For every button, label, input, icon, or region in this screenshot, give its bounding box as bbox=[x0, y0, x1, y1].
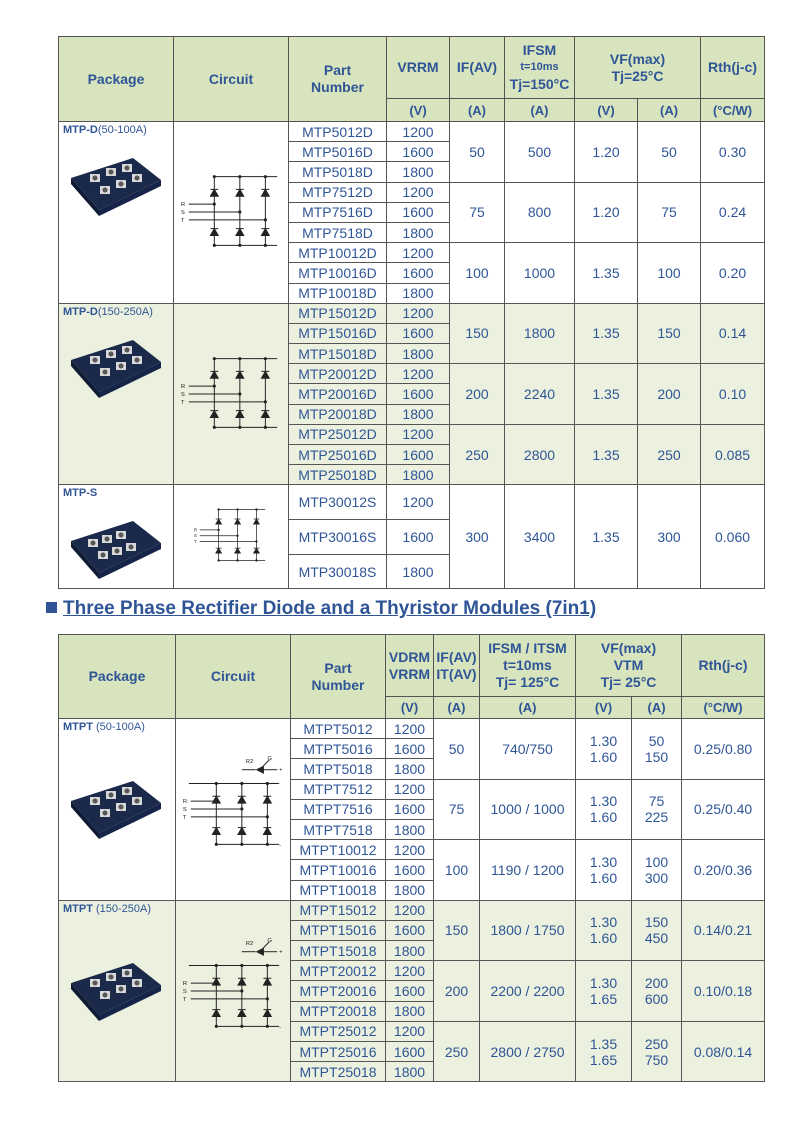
vf-value: 1.30 bbox=[589, 732, 618, 749]
vf-cell bbox=[576, 779, 632, 840]
part-number-cell: MTP20012D bbox=[289, 364, 387, 384]
ifav-cell: 50 bbox=[450, 122, 505, 183]
module-photo bbox=[63, 513, 169, 586]
header-package: Package bbox=[59, 37, 174, 122]
svg-text:T: T bbox=[193, 539, 197, 545]
unit-cell: (V) bbox=[575, 99, 638, 122]
header-vf-line1: VF(max) bbox=[609, 50, 666, 67]
unit-cell: (V) bbox=[386, 697, 434, 719]
three-phase-bridge-circuit-icon bbox=[177, 337, 285, 449]
circuit-cell bbox=[176, 900, 291, 1082]
ifsm-cell: 1800 bbox=[505, 303, 575, 364]
vdrm-cell: 1600 bbox=[386, 1042, 434, 1062]
vrrm-cell: 1600 bbox=[387, 202, 450, 222]
table-row bbox=[59, 900, 765, 920]
vf-current-cell bbox=[632, 719, 682, 780]
package-label bbox=[63, 903, 171, 915]
section-title bbox=[46, 598, 596, 620]
unit-cell: (A) bbox=[505, 99, 575, 122]
svg-text:T: T bbox=[182, 814, 187, 821]
vf-cell: 1.35 bbox=[575, 243, 638, 304]
header-ifsm bbox=[505, 37, 575, 99]
ifav-cell: 50 bbox=[434, 719, 480, 780]
vf-value: 1.30 bbox=[589, 975, 618, 992]
ifav-cell: 250 bbox=[450, 424, 505, 485]
module-photo-icon bbox=[63, 150, 167, 220]
ifsm-cell: 2800 bbox=[505, 424, 575, 485]
header-ifsm-line1: IFSM / ITSM bbox=[488, 640, 567, 656]
module-photo bbox=[63, 773, 171, 846]
ifav-cell: 100 bbox=[434, 840, 480, 901]
svg-text:S: S bbox=[180, 209, 185, 216]
part-number-cell: MTP15018D bbox=[289, 344, 387, 364]
vtm-value: 1.65 bbox=[589, 991, 618, 1008]
ifav-cell: 75 bbox=[434, 779, 480, 840]
part-number-cell: MTP5018D bbox=[289, 162, 387, 182]
package-cell bbox=[59, 303, 174, 485]
vrrm-cell: 1600 bbox=[387, 142, 450, 162]
rth-cell: 0.25/0.80 bbox=[682, 719, 765, 780]
vrrm-cell: 1600 bbox=[387, 384, 450, 404]
module-photo bbox=[63, 150, 169, 223]
vf-cell: 1.20 bbox=[575, 182, 638, 243]
module-photo-icon bbox=[63, 332, 167, 402]
package-range: (50-100A) bbox=[95, 721, 145, 733]
part-number-cell: MTPT25016 bbox=[291, 1042, 386, 1062]
header-vf-line3: Tj= 25°C bbox=[600, 674, 657, 690]
package-name: MTPT bbox=[63, 902, 93, 915]
vf-current-cell: 50 bbox=[638, 122, 701, 183]
svg-text:G: G bbox=[267, 755, 272, 762]
vdrm-cell: 1200 bbox=[386, 1021, 434, 1041]
vf-cell: 1.35 bbox=[575, 485, 638, 589]
module-photo-icon bbox=[63, 773, 167, 843]
vrrm-cell: 1200 bbox=[387, 243, 450, 263]
vf-cell bbox=[576, 840, 632, 901]
part-number-cell: MTP25018D bbox=[289, 465, 387, 485]
ifav-cell: 200 bbox=[450, 364, 505, 425]
vdrm-cell: 1600 bbox=[386, 920, 434, 940]
ifsm-cell: 1000 / 1000 bbox=[480, 779, 576, 840]
vf-current-cell bbox=[632, 900, 682, 961]
package-label bbox=[63, 124, 169, 136]
unit-cell: (°C/W) bbox=[701, 99, 765, 122]
vf-cell: 1.35 bbox=[575, 364, 638, 425]
unit-cell: (A) bbox=[450, 99, 505, 122]
header-ifsm-line2: t=10ms bbox=[503, 657, 552, 673]
ifav-cell: 300 bbox=[450, 485, 505, 589]
ifsm-cell: 2800 / 2750 bbox=[480, 1021, 576, 1082]
svg-text:+: + bbox=[279, 767, 283, 774]
svg-text:S: S bbox=[182, 988, 187, 995]
header-vf-line2: VTM bbox=[613, 657, 644, 673]
rth-cell: 0.30 bbox=[701, 122, 765, 183]
part-number-cell: MTP10018D bbox=[289, 283, 387, 303]
rth-cell: 0.25/0.40 bbox=[682, 779, 765, 840]
vrrm-cell: 1600 bbox=[387, 520, 450, 555]
vdrm-cell: 1600 bbox=[386, 981, 434, 1001]
vtm-value: 1.60 bbox=[589, 869, 618, 886]
part-number-cell: MTPT7516 bbox=[291, 799, 386, 819]
module-photo bbox=[63, 332, 169, 405]
vf-current-cell: 100 bbox=[638, 243, 701, 304]
module-photo-icon bbox=[63, 955, 167, 1025]
header-vdrm-vrrm bbox=[386, 635, 434, 697]
part-number-cell: MTP25012D bbox=[289, 424, 387, 444]
table-row bbox=[59, 719, 765, 739]
package-cell bbox=[59, 122, 174, 304]
vtm-value: 1.60 bbox=[589, 809, 618, 826]
unit-cell: (A) bbox=[480, 697, 576, 719]
vf-value: 1.35 bbox=[589, 1035, 618, 1052]
vf-current-value: 100 bbox=[644, 853, 669, 870]
header-rth: Rth(j-c) bbox=[701, 37, 765, 99]
ifsm-cell: 740/750 bbox=[480, 719, 576, 780]
vf-cell: 1.35 bbox=[575, 303, 638, 364]
header-ifsm-line3: Tj=150°C bbox=[509, 76, 570, 92]
rth-cell: 0.24 bbox=[701, 182, 765, 243]
package-name: MTPT bbox=[63, 721, 93, 733]
rth-cell: 0.060 bbox=[701, 485, 765, 589]
rth-cell: 0.20/0.36 bbox=[682, 840, 765, 901]
ifsm-cell: 3400 bbox=[505, 485, 575, 589]
vrrm-cell: 1200 bbox=[387, 122, 450, 142]
vdrm-cell: 1800 bbox=[386, 819, 434, 839]
package-cell bbox=[59, 485, 174, 589]
vrrm-cell: 1200 bbox=[387, 424, 450, 444]
part-number-cell: MTPT25018 bbox=[291, 1062, 386, 1082]
svg-text:R: R bbox=[180, 383, 186, 390]
module-photo-icon bbox=[63, 513, 167, 583]
svg-text:R2: R2 bbox=[245, 758, 254, 765]
unit-cell: (A) bbox=[434, 697, 480, 719]
part-number-cell: MTP10012D bbox=[289, 243, 387, 263]
package-range: (150-250A) bbox=[97, 305, 153, 318]
vdrm-cell: 1800 bbox=[386, 1001, 434, 1021]
rectifier-module-table bbox=[58, 36, 765, 589]
module-photo bbox=[63, 955, 171, 1028]
vtm-current-value: 225 bbox=[644, 809, 669, 826]
diode-thyristor-module-table bbox=[58, 634, 765, 1082]
header-ifsm-line1: IFSM bbox=[522, 42, 557, 58]
section-title-text: Three Phase Rectifier Diode and a Thyristor Modules (7in1) bbox=[63, 598, 597, 619]
svg-text:+: + bbox=[279, 949, 283, 956]
part-number-cell: MTPT20016 bbox=[291, 981, 386, 1001]
ifsm-cell: 1000 bbox=[505, 243, 575, 304]
part-number-cell: MTP10016D bbox=[289, 263, 387, 283]
part-number-cell: MTP30012S bbox=[289, 485, 387, 520]
circuit-cell bbox=[174, 122, 289, 304]
package-label bbox=[63, 721, 171, 733]
vf-cell bbox=[576, 719, 632, 780]
header-vrrm: VRRM bbox=[388, 665, 431, 682]
vf-cell bbox=[576, 961, 632, 1022]
package-cell bbox=[59, 719, 176, 901]
package-cell bbox=[59, 900, 176, 1082]
rth-cell: 0.14/0.21 bbox=[682, 900, 765, 961]
vf-value: 1.30 bbox=[589, 853, 618, 870]
unit-cell: (°C/W) bbox=[682, 697, 765, 719]
part-number-cell: MTP30016S bbox=[289, 520, 387, 555]
part-number-cell: MTPT5012 bbox=[291, 719, 386, 739]
part-number-cell: MTP25016D bbox=[289, 445, 387, 465]
vdrm-cell: 1200 bbox=[386, 719, 434, 739]
part-number-cell: MTP5016D bbox=[289, 142, 387, 162]
header-circuit: Circuit bbox=[174, 37, 289, 122]
ifav-cell: 200 bbox=[434, 961, 480, 1022]
svg-text:G: G bbox=[267, 937, 272, 944]
vf-current-value: 150 bbox=[644, 914, 669, 931]
vdrm-cell: 1200 bbox=[386, 900, 434, 920]
header-part-number: Part Number bbox=[289, 37, 387, 122]
vrrm-cell: 1800 bbox=[387, 222, 450, 242]
header-vf-line1: VF(max) bbox=[600, 640, 657, 656]
vdrm-cell: 1200 bbox=[386, 779, 434, 799]
ifsm-cell: 1190 / 1200 bbox=[480, 840, 576, 901]
ifav-cell: 150 bbox=[450, 303, 505, 364]
part-number-cell: MTPT5016 bbox=[291, 739, 386, 759]
vtm-current-value: 600 bbox=[644, 991, 669, 1008]
unit-cell: (A) bbox=[632, 697, 682, 719]
header-rth: Rth(j-c) bbox=[682, 635, 765, 697]
vtm-current-value: 750 bbox=[644, 1051, 669, 1068]
ifav-cell: 75 bbox=[450, 182, 505, 243]
rth-cell: 0.20 bbox=[701, 243, 765, 304]
rth-cell: 0.14 bbox=[701, 303, 765, 364]
part-number-cell: MTPT5018 bbox=[291, 759, 386, 779]
vtm-current-value: 450 bbox=[644, 930, 669, 947]
header-part-number: Part Number bbox=[291, 635, 386, 719]
vf-current-value: 250 bbox=[644, 1035, 669, 1052]
vf-current-value: 200 bbox=[644, 975, 669, 992]
bullet-square-icon bbox=[46, 602, 57, 613]
svg-text:T: T bbox=[180, 217, 185, 224]
vtm-value: 1.60 bbox=[589, 930, 618, 947]
vf-cell: 1.20 bbox=[575, 122, 638, 183]
vrrm-cell: 1800 bbox=[387, 162, 450, 182]
header-ifsm-line2: t=10ms bbox=[520, 61, 559, 73]
svg-text:-: - bbox=[279, 842, 282, 849]
vtm-current-value: 150 bbox=[644, 748, 669, 765]
vf-cell bbox=[576, 900, 632, 961]
svg-text:T: T bbox=[182, 996, 187, 1003]
vrrm-cell: 1600 bbox=[387, 445, 450, 465]
vdrm-cell: 1600 bbox=[386, 799, 434, 819]
ifav-cell: 250 bbox=[434, 1021, 480, 1082]
vf-current-value: 50 bbox=[648, 732, 665, 749]
header-ifsm-itsm bbox=[480, 635, 576, 697]
header-vf-line2: Tj=25°C bbox=[611, 67, 664, 84]
header-circuit: Circuit bbox=[176, 635, 291, 719]
vdrm-cell: 1800 bbox=[386, 880, 434, 900]
vf-current-cell: 300 bbox=[638, 485, 701, 589]
header-vdrm: VDRM bbox=[388, 648, 431, 665]
circuit-cell bbox=[174, 303, 289, 485]
svg-text:R2: R2 bbox=[245, 940, 254, 947]
header-vf bbox=[575, 37, 701, 99]
svg-text:S: S bbox=[180, 391, 185, 398]
bridge-thyristor-circuit-icon bbox=[179, 934, 287, 1046]
header-itav: IT(AV) bbox=[436, 665, 477, 682]
part-number-cell: MTP15016D bbox=[289, 323, 387, 343]
part-number-cell: MTP20016D bbox=[289, 384, 387, 404]
part-number-cell: MTP5012D bbox=[289, 122, 387, 142]
vrrm-cell: 1200 bbox=[387, 182, 450, 202]
part-number-cell: MTP30018S bbox=[289, 554, 387, 589]
part-number-cell: MTPT10012 bbox=[291, 840, 386, 860]
vf-cell: 1.35 bbox=[575, 424, 638, 485]
package-range: (150-250A) bbox=[95, 902, 151, 915]
vrrm-cell: 1800 bbox=[387, 404, 450, 424]
vrrm-cell: 1200 bbox=[387, 485, 450, 520]
rth-cell: 0.08/0.14 bbox=[682, 1021, 765, 1082]
part-number-cell: MTPT25012 bbox=[291, 1021, 386, 1041]
vrrm-cell: 1600 bbox=[387, 323, 450, 343]
header-ifav: IF(AV) bbox=[450, 37, 505, 99]
part-number-cell: MTP15012D bbox=[289, 303, 387, 323]
part-number-cell: MTPT10018 bbox=[291, 880, 386, 900]
vtm-value: 1.65 bbox=[589, 1051, 618, 1068]
vtm-current-value: 300 bbox=[644, 869, 669, 886]
vdrm-cell: 1200 bbox=[386, 840, 434, 860]
vrrm-cell: 1800 bbox=[387, 344, 450, 364]
package-name: MTP-S bbox=[63, 487, 98, 500]
part-number-cell: MTPT10016 bbox=[291, 860, 386, 880]
ifav-cell: 100 bbox=[450, 243, 505, 304]
unit-cell: (V) bbox=[576, 697, 632, 719]
vrrm-cell: 1200 bbox=[387, 364, 450, 384]
svg-text:R: R bbox=[182, 980, 188, 987]
part-number-cell: MTPT7512 bbox=[291, 779, 386, 799]
vf-current-cell: 150 bbox=[638, 303, 701, 364]
part-number-cell: MTPT20018 bbox=[291, 1001, 386, 1021]
circuit-cell bbox=[174, 485, 289, 589]
unit-cell: (A) bbox=[638, 99, 701, 122]
vrrm-cell: 1800 bbox=[387, 465, 450, 485]
header-package: Package bbox=[59, 635, 176, 719]
part-number-cell: MTP20018D bbox=[289, 404, 387, 424]
svg-text:T: T bbox=[180, 399, 185, 406]
ifsm-cell: 2240 bbox=[505, 364, 575, 425]
part-number-cell: MTPT7518 bbox=[291, 819, 386, 839]
header-ifav-itav bbox=[434, 635, 480, 697]
svg-text:S: S bbox=[182, 806, 187, 813]
vdrm-cell: 1600 bbox=[386, 860, 434, 880]
package-name: MTP-D bbox=[63, 305, 98, 318]
vf-value: 1.30 bbox=[589, 793, 618, 810]
vf-current-cell: 200 bbox=[638, 364, 701, 425]
part-number-cell: MTPT15018 bbox=[291, 941, 386, 961]
package-label bbox=[63, 487, 169, 499]
vf-current-cell: 250 bbox=[638, 424, 701, 485]
ifsm-cell: 1800 / 1750 bbox=[480, 900, 576, 961]
svg-text:R: R bbox=[193, 527, 198, 533]
vrrm-cell: 1800 bbox=[387, 554, 450, 589]
package-range: (50-100A) bbox=[97, 124, 147, 136]
vf-cell bbox=[576, 1021, 632, 1082]
package-name: MTP-D bbox=[63, 124, 98, 136]
header-ifsm-line3: Tj= 125°C bbox=[495, 674, 560, 690]
part-number-cell: MTP7516D bbox=[289, 202, 387, 222]
bridge-thyristor-circuit-icon bbox=[179, 752, 287, 864]
part-number-cell: MTP7518D bbox=[289, 222, 387, 242]
ifsm-cell: 500 bbox=[505, 122, 575, 183]
rth-cell: 0.10 bbox=[701, 364, 765, 425]
header-vf-vtm bbox=[576, 635, 682, 697]
svg-text:R: R bbox=[182, 798, 188, 805]
vf-value: 1.30 bbox=[589, 914, 618, 931]
vrrm-cell: 1800 bbox=[387, 283, 450, 303]
circuit-cell bbox=[176, 719, 291, 901]
three-phase-bridge-circuit-icon bbox=[177, 155, 285, 267]
part-number-cell: MTPT20012 bbox=[291, 961, 386, 981]
vdrm-cell: 1600 bbox=[386, 739, 434, 759]
three-phase-bridge-circuit-icon bbox=[177, 495, 285, 575]
vf-current-value: 75 bbox=[648, 793, 665, 810]
unit-cell: (V) bbox=[387, 99, 450, 122]
vrrm-cell: 1600 bbox=[387, 263, 450, 283]
vf-current-cell bbox=[632, 840, 682, 901]
header-vrrm: VRRM bbox=[387, 37, 450, 99]
ifav-cell: 150 bbox=[434, 900, 480, 961]
vdrm-cell: 1800 bbox=[386, 941, 434, 961]
vtm-value: 1.60 bbox=[589, 748, 618, 765]
svg-text:R: R bbox=[180, 201, 186, 208]
vf-current-cell bbox=[632, 779, 682, 840]
part-number-cell: MTP7512D bbox=[289, 182, 387, 202]
vdrm-cell: 1800 bbox=[386, 759, 434, 779]
vdrm-cell: 1200 bbox=[386, 961, 434, 981]
header-ifav: IF(AV) bbox=[436, 648, 477, 665]
table-row bbox=[59, 303, 765, 323]
rth-cell: 0.10/0.18 bbox=[682, 961, 765, 1022]
part-number-cell: MTPT15012 bbox=[291, 900, 386, 920]
package-label bbox=[63, 306, 169, 318]
ifsm-cell: 800 bbox=[505, 182, 575, 243]
vrrm-cell: 1200 bbox=[387, 303, 450, 323]
svg-text:-: - bbox=[279, 1023, 282, 1030]
vf-current-cell bbox=[632, 961, 682, 1022]
table-row bbox=[59, 122, 765, 142]
vdrm-cell: 1800 bbox=[386, 1062, 434, 1082]
part-number-cell: MTPT15016 bbox=[291, 920, 386, 940]
table-row bbox=[59, 485, 765, 520]
rth-cell: 0.085 bbox=[701, 424, 765, 485]
vf-current-cell: 75 bbox=[638, 182, 701, 243]
vf-current-cell bbox=[632, 1021, 682, 1082]
ifsm-cell: 2200 / 2200 bbox=[480, 961, 576, 1022]
svg-text:S: S bbox=[193, 533, 197, 539]
